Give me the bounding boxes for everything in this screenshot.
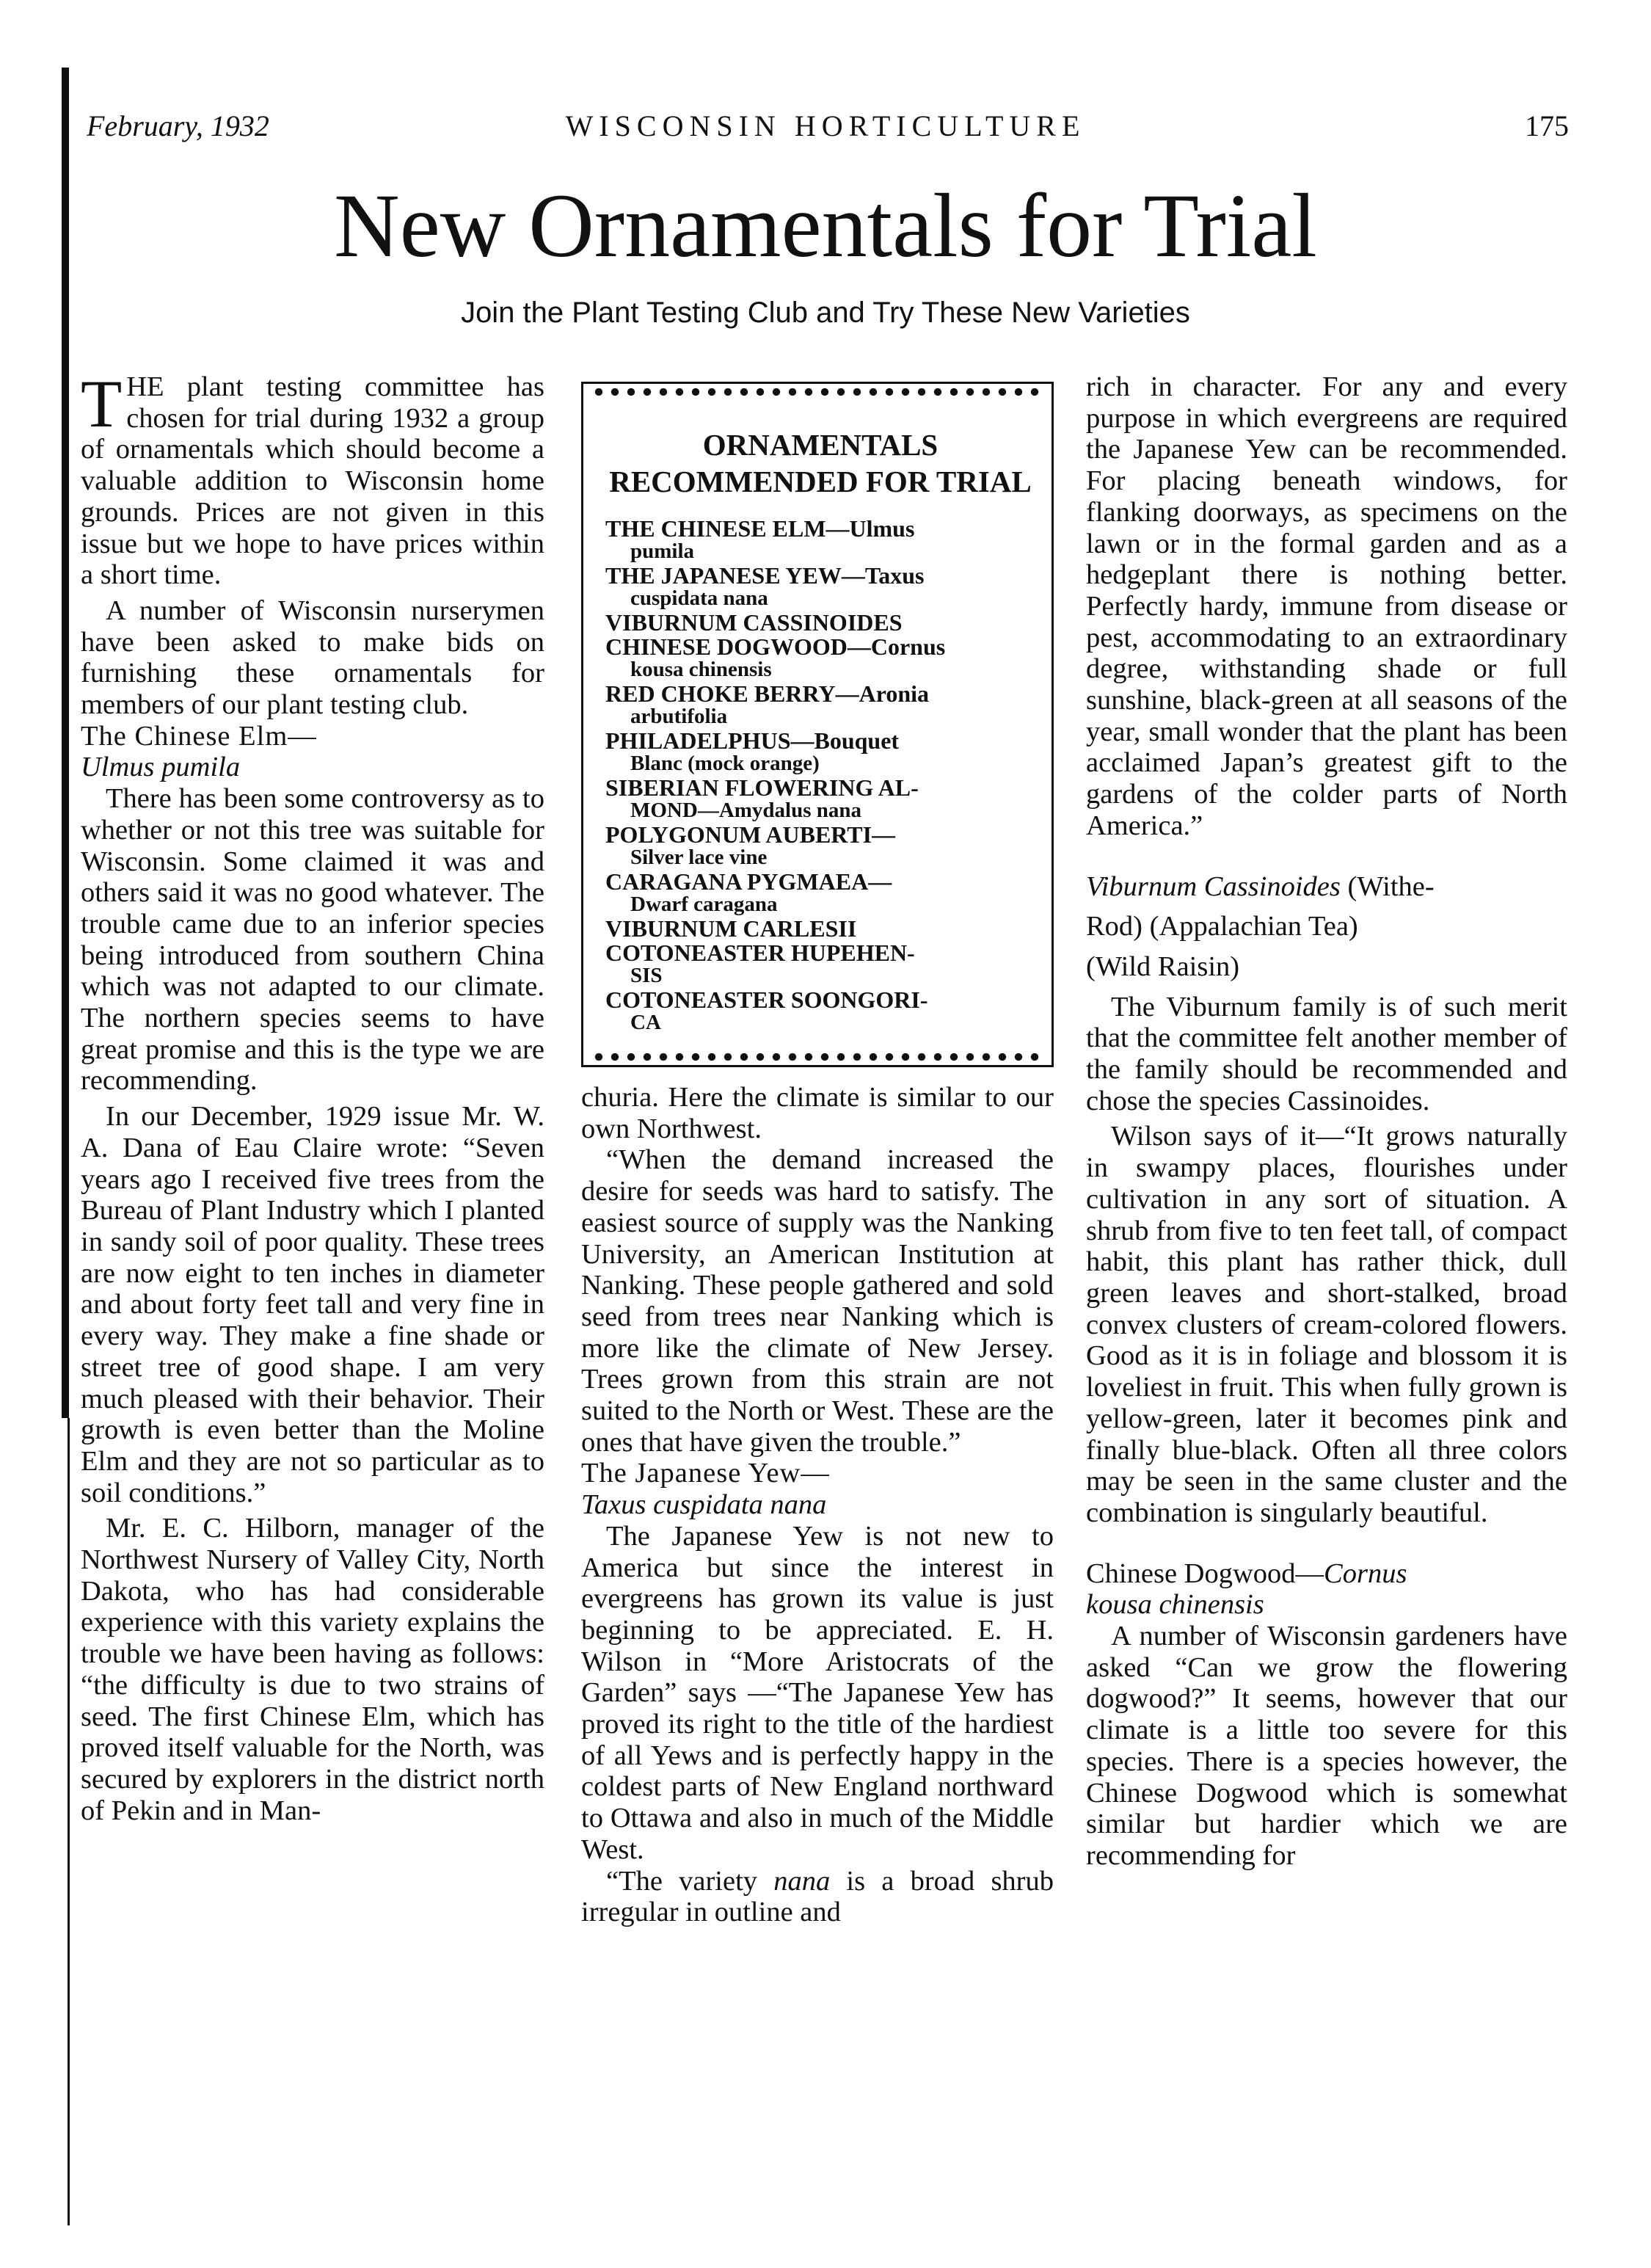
latin-name-chinese-dogwood: kousa chinensis xyxy=(1086,1589,1264,1621)
page-number: 175 xyxy=(1525,109,1569,142)
paragraph: The Viburnum family is of such merit that the committee felt another member of the family should be recommended and chose the species Cassinoides. xyxy=(1086,991,1567,1116)
recommended-list-item xyxy=(605,633,1035,681)
paragraph: A number of Wisconsin gardeners have asked “Can we grow the flowering dogwood?” It seems, however that our climate is a little too severe for this species. There is a species however, the Chinese Dogwood which is somewhat similar but hardier which we are recommending for xyxy=(1086,1621,1567,1871)
latin-name-japanese-yew: Taxus cuspidata nana xyxy=(581,1489,827,1521)
item-name: THE CHINESE ELM—Ulmus xyxy=(605,515,915,542)
publication-name: WISCONSIN HORTICULTURE xyxy=(565,109,1086,142)
item-subname: kousa chinensis xyxy=(630,658,772,681)
intro-paragraph: THE plant testing committee has chosen for trial during 1932 a group of ornamentals which should become a valuable addition to Wisconsin home grounds. Prices are not given in this issue but we hope to have prices within a short time. xyxy=(81,366,544,591)
recommended-list-item xyxy=(605,611,1035,634)
paragraph: Mr. E. C. Hilborn, manager of the Northwest Nursery of Valley City, North Dakota, who has had considerable experience with this variety explains the trouble we have been having as follows: “the difficulty is due to two strains of seed. The first Chinese Elm, which has proved itself valuable for the North, was secured by explorers in the district north of Pekin and in Man- xyxy=(81,1513,544,1826)
item-subname: Silver lace vine xyxy=(630,846,768,869)
paragraph: Wilson says of it—“It grows naturally in swampy places, flourishes under cultivation in any sort of situation. A shrub from five to ten feet tall, of compact habit, this plant has rather thick, dull green leaves and short-stalked, broad convex clusters of cream-colored flowers. Good as it is in foliage and blossom it is loveliest in fruit. This when fully grown is yellow-green, later it becomes pink and finally blue-black. Often all three colors may be seen in the same cluster and the combination is singularly beautiful. xyxy=(1086,1121,1567,1528)
section-heading-viburnum-line2: Rod) (Appalachian Tea) xyxy=(1086,911,1358,942)
item-subname: Dwarf caragana xyxy=(630,893,778,916)
drop-cap: T xyxy=(81,366,123,441)
recommended-list-item xyxy=(605,680,1035,728)
item-subname: CA xyxy=(630,1011,661,1034)
recommended-list-item xyxy=(605,727,1035,775)
item-name: CHINESE DOGWOOD—Cornus xyxy=(605,633,946,660)
recommended-list-item xyxy=(605,774,1035,822)
item-name: VIBURNUM CARLESII xyxy=(605,915,857,942)
recommended-list-item xyxy=(605,517,1035,563)
item-subname: cuspidata nana xyxy=(630,586,768,610)
recommended-list-item xyxy=(605,917,1035,940)
paragraph: There has been some controversy as to whether or not this tree was suitable for Wisconsin. Some claimed it was and others said it was no good whatever. The trouble came due to an inferior species being introduced from southern China which was not adapted to our climate. The northern species seems to have great promise and this is the type we are recommending. xyxy=(81,783,544,1097)
recommended-list-item xyxy=(605,939,1035,987)
issue-date: February, 1932 xyxy=(87,109,269,142)
box-title: ORNAMENTALS RECOMMENDED FOR TRIAL xyxy=(609,428,1032,498)
left-margin-rule-lower xyxy=(68,1418,70,2225)
article-title: New Ornamentals for Trial xyxy=(334,175,1317,276)
item-name: PHILADELPHUS—Bouquet xyxy=(605,727,900,754)
paragraph: “When the demand increased the desire for seeds was hard to satisfy. The easiest source of supply was the Nanking University, an American Institution at Nanking. These people gathered and sold seed from trees near Nanking which is more like the climate of New Jersey. Trees grown from this strain are not suited to the North or West. These are the ones that have given the trouble.” xyxy=(581,1144,1054,1458)
section-heading-chinese-dogwood: Chinese Dogwood—Cornus xyxy=(1086,1558,1407,1589)
item-name: COTONEASTER HUPEHEN- xyxy=(605,939,915,966)
box-border-ornament xyxy=(591,388,1044,396)
item-name: SIBERIAN FLOWERING AL- xyxy=(605,774,919,801)
section-heading-viburnum: Viburnum Cassinoides (Withe- xyxy=(1086,871,1435,902)
latin-name-chinese-elm: Ulmus pumila xyxy=(81,752,241,783)
article-subtitle: Join the Plant Testing Club and Try These New Varieties xyxy=(461,297,1190,329)
column-1 xyxy=(81,366,544,1826)
recommended-list-item xyxy=(605,564,1035,610)
column-2 xyxy=(581,371,1054,1928)
column-3 xyxy=(1086,371,1567,1872)
recommended-list-item xyxy=(605,868,1035,916)
recommended-list-box xyxy=(581,382,1054,1067)
section-heading-chinese-elm: The Chinese Elm— xyxy=(81,720,317,752)
paragraph: The Japanese Yew is not new to America but since the interest in evergreens has grown its value is just beginning to be appreciated. E. H. Wilson in “More Aristocrats of the Garden” says —“The Japanese Yew has proved its right to the title of the hardiest of all Yews and is perfectly happy in the coldest parts of New England northward to Ottawa and also in much of the Middle West. xyxy=(581,1520,1054,1865)
recommended-list-item xyxy=(605,821,1035,869)
section-heading-viburnum-line3: (Wild Raisin) xyxy=(1086,951,1240,982)
item-name: VIBURNUM CASSINOIDES xyxy=(605,609,903,636)
item-subname: MOND—Amydalus nana xyxy=(630,799,862,822)
section-heading-japanese-yew: The Japanese Yew— xyxy=(581,1458,830,1489)
paragraph: A number of Wisconsin nurserymen have been asked to make bids on furnishing these ornamentals for members of our plant testing club. xyxy=(81,595,544,721)
item-subname: arbutifolia xyxy=(630,705,728,728)
item-subname: SIS xyxy=(630,964,663,987)
item-subname: Blanc (mock orange) xyxy=(630,752,820,775)
paragraph: churia. Here the climate is similar to our own Northwest. xyxy=(581,1082,1054,1144)
paragraph: rich in character. For any and every purpose in which evergreens are required the Japanese Yew can be recommended. For placing beneath windows, for flanking doorways, as specimens on the lawn or in the formal garden and as a hedgeplant there is nothing better. Perfectly hardy, immune from disease or pest, accommodating to an extraordinary degree, withstanding shade or full sunshine, black-green at all seasons of the year, small wonder that the plant has been acclaimed Japan’s greatest gift to the gardens of the colder parts of North America.” xyxy=(1086,371,1567,841)
item-name: CARAGANA PYGMAEA— xyxy=(605,868,892,895)
recommended-list-item xyxy=(605,986,1035,1034)
item-name: POLYGONUM AUBERTI— xyxy=(605,821,896,848)
item-name: RED CHOKE BERRY—Aronia xyxy=(605,680,929,707)
paragraph: In our December, 1929 issue Mr. W. A. Dana of Eau Claire wrote: “Seven years ago I received five trees from the Bureau of Plant Industry which I planted in sandy soil of poor quality. These trees are now eight to ten inches in diameter and about forty feet tall and very fine in every way. They make a fine shade or street tree of good shape. I am very much pleased with their behavior. Their growth is even better than the Moline Elm and they are not so particular as to soil conditions.” xyxy=(81,1101,544,1508)
paragraph: “The variety nana is a broad shrub irregular in outline and xyxy=(581,1865,1054,1928)
item-name: THE JAPANESE YEW—Taxus xyxy=(605,562,925,589)
box-border-ornament xyxy=(591,1053,1044,1061)
recommended-list xyxy=(605,517,1035,1034)
item-subname: pumila xyxy=(630,539,695,563)
item-name: COTONEASTER SOONGORI- xyxy=(605,986,928,1013)
